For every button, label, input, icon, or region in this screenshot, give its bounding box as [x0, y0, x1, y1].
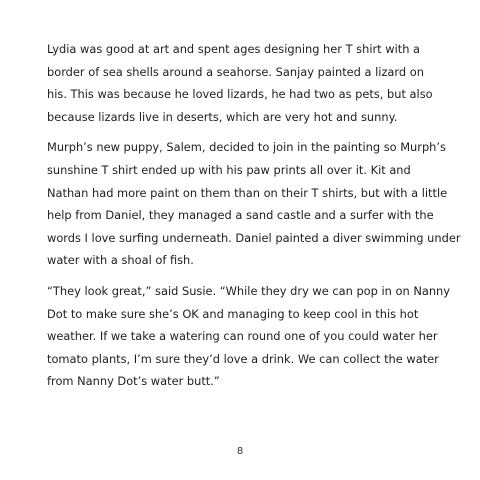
text-line: water with a shoal of fish.: [47, 253, 194, 268]
paragraph-gap: [47, 272, 437, 280]
text-line: his. This was because he loved lizards, he had two as pets, but also: [47, 87, 433, 102]
paragraph-gap: [47, 128, 437, 136]
text-line: sunshine T shirt ended up with his paw prints all over it. Kit and: [47, 162, 411, 177]
page-number: 8: [236, 446, 244, 457]
text-line: Murph’s new puppy, Salem, decided to join in the painting so Murph’s: [47, 140, 446, 155]
text-line: words I love surfing underneath. Daniel painted a diver swimming under: [47, 230, 461, 245]
text-line: from Nanny Dot’s water butt.”: [47, 374, 220, 389]
text-line: because lizards live in deserts, which are very hot and sunny.: [47, 109, 398, 124]
text-line: border of sea shells around a seahorse. Sanjay painted a lizard on: [47, 64, 424, 79]
text-line: weather. If we take a watering can round one of you could water her: [47, 329, 438, 344]
story-text: [47, 38, 461, 393]
text-line: “They look great,” said Susie. “While they dry we can pop in on Nanny: [47, 283, 450, 298]
text-line: tomato plants, I’m sure they’d love a drink. We can collect the water: [47, 351, 439, 366]
paragraph-2: [47, 136, 461, 272]
text-line: Lydia was good at art and spent ages designing her T shirt with a: [47, 42, 421, 56]
text-line: Nathan had more paint on them than on their T shirts, but with a little: [47, 185, 448, 200]
text-line: help from Daniel, they managed a sand castle and a surfer with the: [47, 208, 434, 223]
paragraph-1: [47, 38, 437, 128]
paragraph-3: [47, 280, 450, 393]
text-line: Dot to make sure she’s OK and managing to keep cool in this hot: [47, 306, 419, 321]
